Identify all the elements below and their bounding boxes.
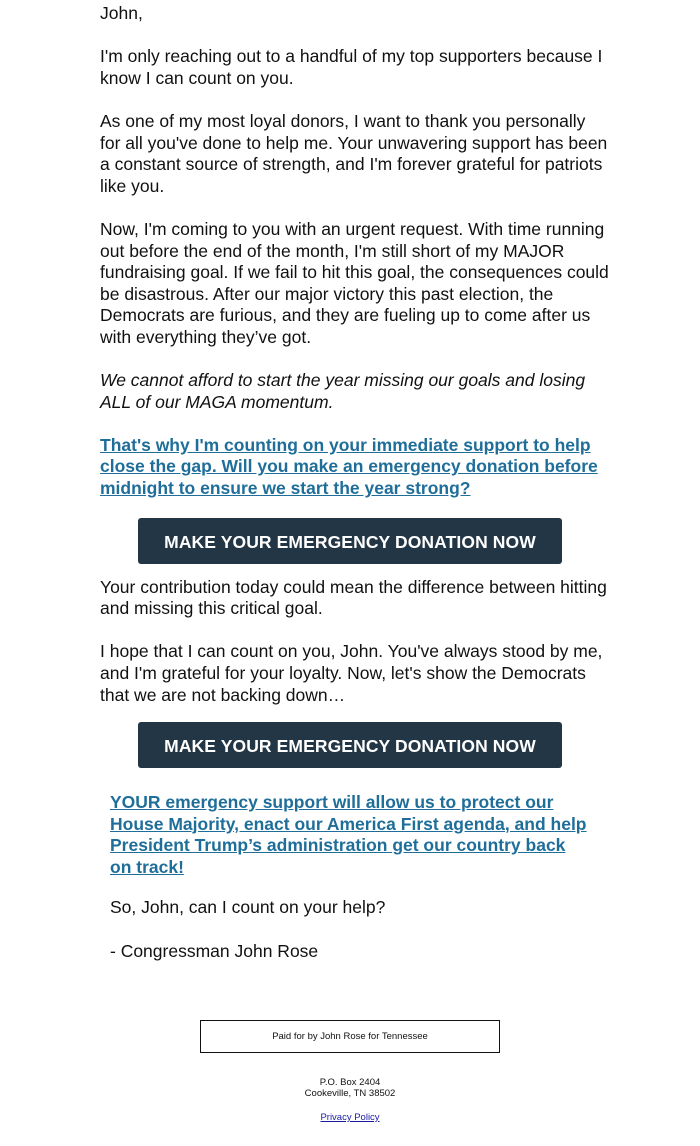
paragraph-momentum: We cannot afford to start the year missing our goals and losing ALL of our MAGA momentum. [100, 370, 586, 412]
mailing-address [0, 1077, 700, 1099]
paragraph-thanks: As one of my most loyal donors, I want to thank you personally for all you've done to help me. Your unwavering support has been a constant source of strength, and I'm forever grateful for patriots like you. [100, 110, 608, 196]
greeting: John, [100, 3, 143, 23]
donation-link-house-majority[interactable]: YOUR emergency support will allow us to protect our House Majority, enact our America First agenda, and help President Trump’s administration get our country back on track! [110, 792, 587, 877]
closing-section [110, 792, 590, 984]
privacy-section [0, 1112, 700, 1123]
donate-button-wrap-2 [100, 722, 610, 768]
paragraph-urgent-request: Now, I'm coming to you with an urgent request. With time running out before the end of the month, I'm still short of my MAJOR fundraising goal. If we fail to hit this goal, the consequences could be disastrous. After our major victory this past election, the Democrats are furious, and they are fueling up to come after us with everything they’ve got. [100, 218, 609, 347]
paragraph-contribution: Your contribution today could mean the difference between hitting and missing this critical goal. [100, 576, 607, 619]
address-line-1: P.O. Box 2404 [319, 1077, 381, 1088]
donate-button-wrap-1 [100, 518, 610, 564]
donate-button-1[interactable]: MAKE YOUR EMERGENCY DONATION NOW [138, 518, 562, 564]
closing-question: So, John, can I count on your help? [110, 897, 386, 918]
donate-button-2[interactable]: MAKE YOUR EMERGENCY DONATION NOW [138, 722, 562, 768]
donation-link-close-gap[interactable]: That's why I'm counting on your immediate support to help close the gap. Will you make an emergency donation before midnight to ensure we start the year strong? [100, 434, 598, 499]
paragraph-count-on-you: I hope that I can count on you, John. You've always stood by me, and I'm grateful for your loyalty. Now, let's show the Democrats that we are not backing down… [100, 641, 603, 705]
signature: - Congressman John Rose [110, 940, 319, 961]
email-body [100, 3, 610, 768]
paragraph-intro: I'm only reaching out to a handful of my top supporters because I know I can count on you. [100, 46, 603, 88]
paid-for-disclaimer: Paid for by John Rose for Tennessee [200, 1020, 500, 1053]
address-line-2: Cookeville, TN 38502 [304, 1088, 396, 1099]
privacy-policy-link[interactable]: Privacy Policy [320, 1112, 380, 1123]
